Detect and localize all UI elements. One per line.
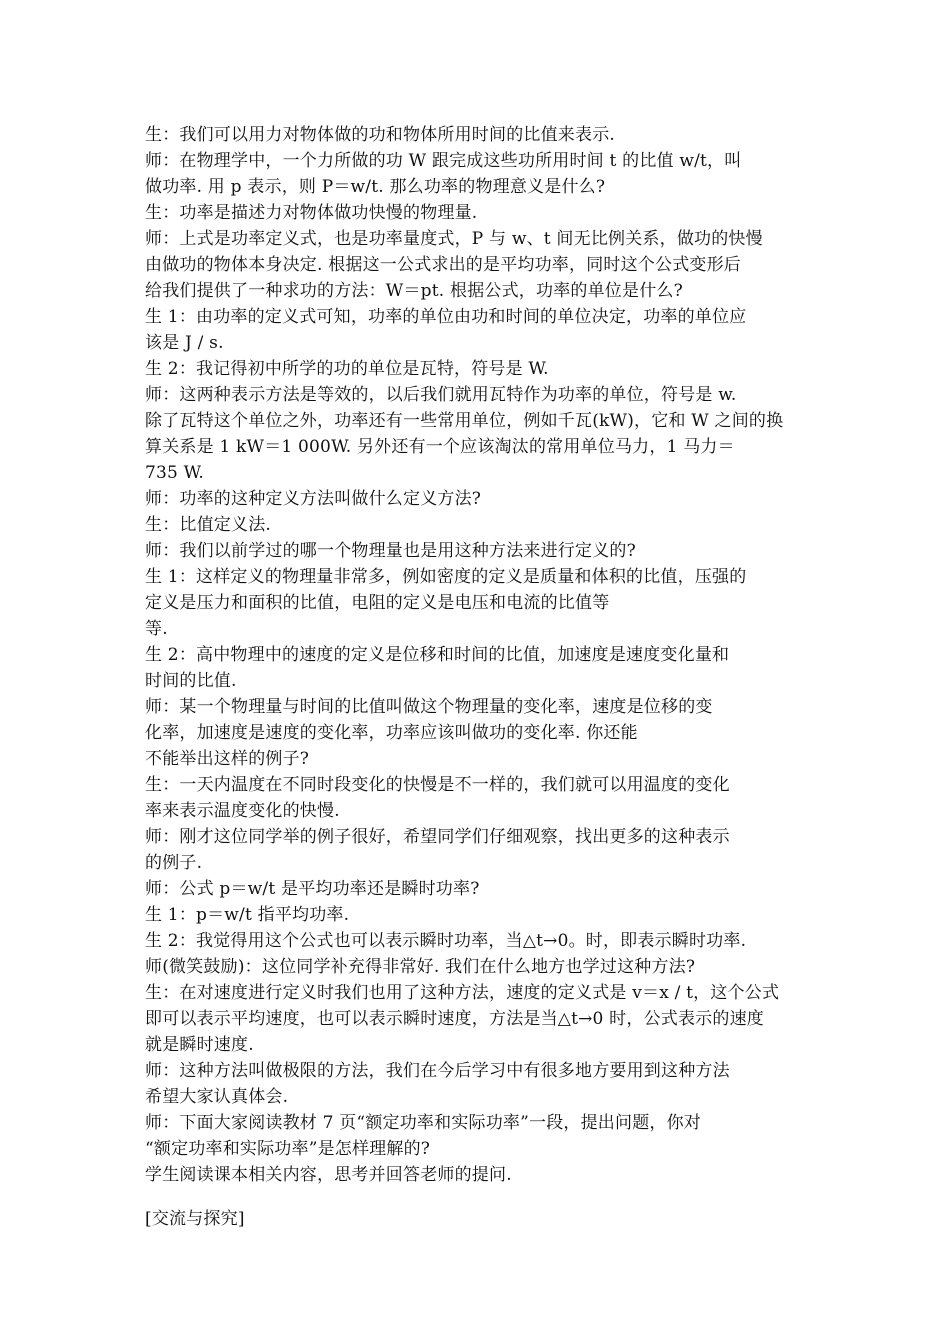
text-line: 师：在物理学中，一个力所做的功 W 跟完成这些功所用时间 t 的比值 w/t，叫	[145, 151, 742, 171]
text-line: 生：一天内温度在不同时段变化的快慢是不一样的，我们就可以用温度的变化	[145, 775, 730, 795]
text-line: 师：功率的这种定义方法叫做什么定义方法?	[145, 489, 482, 509]
text-line: 做功率. 用 p 表示，则 P＝w/t. 那么功率的物理意义是什么?	[145, 177, 606, 197]
text-line: 师：刚才这位同学举的例子很好，希望同学们仔细观察，找出更多的这种表示	[145, 827, 730, 847]
text-line: 化率，加速度是速度的变化率，功率应该叫做功的变化率. 你还能	[145, 723, 638, 743]
text-line: 师：公式 p＝w/t 是平均功率还是瞬时功率?	[145, 879, 480, 899]
text-line: 师：这两种表示方法是等效的，以后我们就用瓦特作为功率的单位，符号是 w.	[145, 385, 737, 405]
text-line: 就是瞬时速度.	[145, 1035, 254, 1055]
text-line: 师：这种方法叫做极限的方法，我们在今后学习中有很多地方要用到这种方法	[145, 1061, 730, 1081]
text-line: 的例子.	[145, 853, 203, 873]
text-line: 735 W.	[145, 463, 204, 483]
text-line: 生 1：由功率的定义式可知，功率的单位由功和时间的单位决定，功率的单位应	[145, 307, 747, 327]
text-line: 师：我们以前学过的哪一个物理量也是用这种方法来进行定义的?	[145, 541, 636, 561]
text-line: 生：我们可以用力对物体做的功和物体所用时间的比值来表示.	[145, 125, 616, 145]
text-line: 生：比值定义法.	[145, 515, 272, 535]
text-line: 生 2：我记得初中所学的功的单位是瓦特，符号是 W.	[145, 359, 549, 379]
text-line: 学生阅读课本相关内容，思考并回答老师的提问.	[145, 1165, 512, 1185]
text-line: 生：功率是描述力对物体做功快慢的物理量.	[145, 203, 478, 223]
text-line: 生 2：我觉得用这个公式也可以表示瞬时功率，当△t→0。时，即表示瞬时功率.	[145, 931, 747, 951]
text-line: 希望大家认真体会.	[145, 1087, 289, 1107]
text-line: 定义是压力和面积的比值，电阻的定义是电压和电流的比值等	[145, 593, 610, 613]
text-line: 师(微笑鼓励)：这位同学补充得非常好. 我们在什么地方也学过这种方法?	[145, 957, 696, 977]
text-line: 等.	[145, 619, 168, 639]
text-line: 生 1：p＝w/t 指平均功率.	[145, 905, 350, 925]
text-line: 率来表示温度变化的快慢.	[145, 801, 340, 821]
text-line: 师：上式是功率定义式，也是功率量度式，P 与 w、t 间无比例关系，做功的快慢	[145, 229, 763, 249]
text-line: 不能举出这样的例子?	[145, 749, 310, 769]
text-line: 该是 J / s.	[145, 333, 224, 353]
text-line: 即可以表示平均速度，也可以表示瞬时速度，方法是当△t→0 时，公式表示的速度	[145, 1009, 764, 1029]
text-line: 给我们提供了一种求功的方法：W＝pt. 根据公式，功率的单位是什么?	[145, 281, 683, 301]
text-line: 除了瓦特这个单位之外，功率还有一些常用单位，例如千瓦(kW)，它和 W 之间的换	[145, 411, 784, 431]
text-line: “额定功率和实际功率”是怎样理解的?	[145, 1139, 431, 1159]
section-heading: [交流与探究]	[145, 1209, 245, 1229]
text-line: 生 1：这样定义的物理量非常多，例如密度的定义是质量和体积的比值，压强的	[145, 567, 747, 587]
text-line: 生 2：高中物理中的速度的定义是位移和时间的比值，加速度是速度变化量和	[145, 645, 730, 665]
text-line: 由做功的物体本身决定. 根据这一公式求出的是平均功率，同时这个公式变形后	[145, 255, 742, 275]
text-line: 师：某一个物理量与时间的比值叫做这个物理量的变化率，速度是位移的变	[145, 697, 713, 717]
text-line: 生：在对速度进行定义时我们也用了这种方法，速度的定义式是 v＝x / t，这个公式	[145, 983, 780, 1003]
text-line: 时间的比值.	[145, 671, 237, 691]
text-line: 算关系是 1 kW＝1 000W. 另外还有一个应该淘汰的常用单位马力，1 马力＝	[145, 437, 735, 457]
text-line: 师：下面大家阅读教材 7 页“额定功率和实际功率”一段，提出问题，你对	[145, 1113, 702, 1133]
